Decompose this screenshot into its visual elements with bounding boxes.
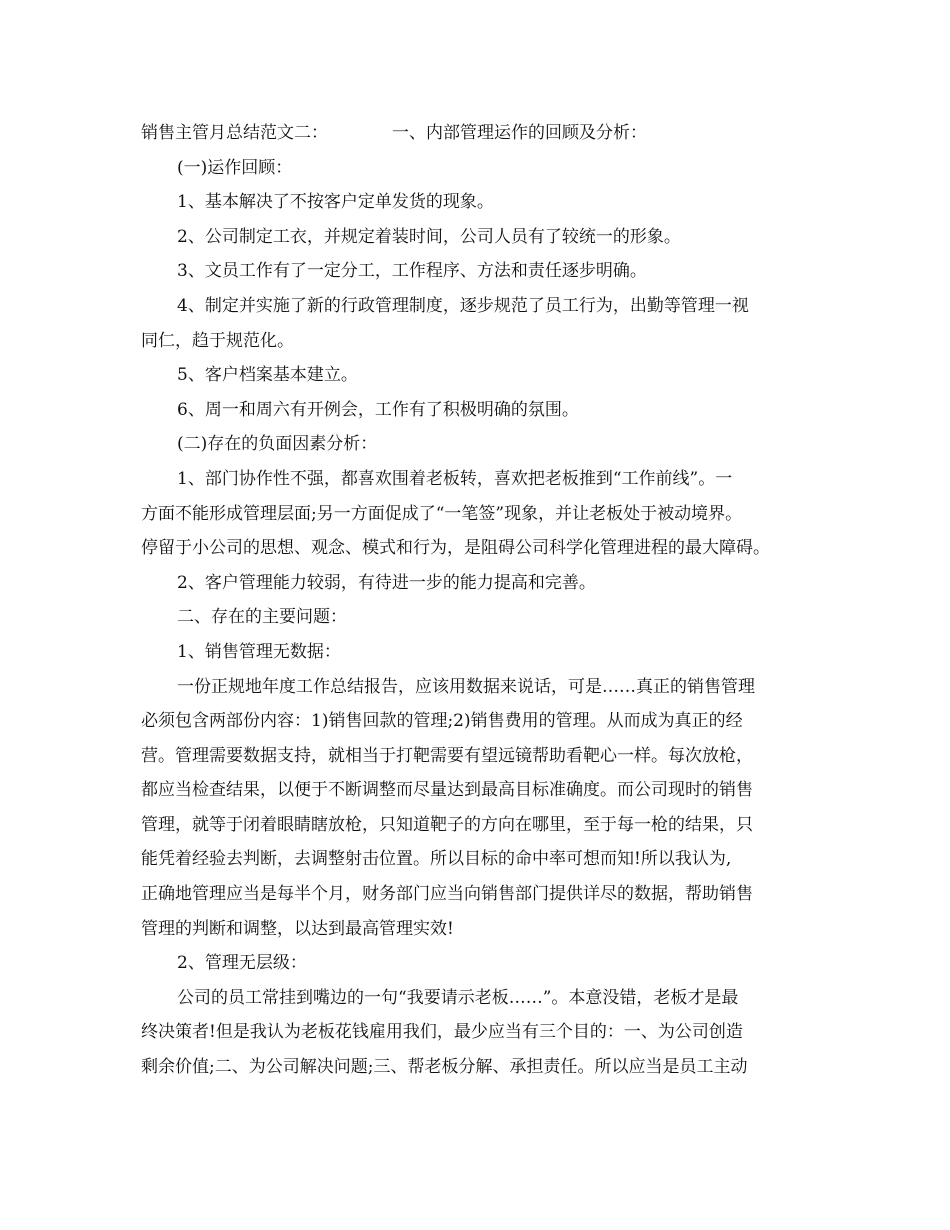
paragraph-line: 剩余价值;二、为公司解决问题;三、帮老板分解、承担责任。所以应当是员工主动 xyxy=(141,1057,748,1078)
paragraph-line: 公司的员工常挂到嘴边的一句“我要请示老板……”。本意没错，老板才是最 xyxy=(177,987,739,1008)
paragraph-line: 同仁，趋于规范化。 xyxy=(141,330,294,351)
section-heading-1: 一、内部管理运作的回顾及分析： xyxy=(392,123,647,143)
paragraph-line: 1、部门协作性不强，都喜欢围着老板转，喜欢把老板推到“工作前线”。一 xyxy=(177,468,733,489)
document-title: 销售主管月总结范文二： xyxy=(141,123,328,143)
paragraph-line: 必须包含两部份内容：1)销售回款的管理;2)销售费用的管理。从而成为真正的经 xyxy=(141,711,743,732)
paragraph-line: 能凭着经验去判断，去调整射击位置。所以目标的命中率可想而知!所以我认为, xyxy=(141,849,732,870)
subheading-no-hierarchy: 2、管理无层级： xyxy=(177,953,307,974)
paragraph-line: 2、客户管理能力较弱，有待进一步的能力提高和完善。 xyxy=(177,572,596,593)
paragraph-line: 2、公司制定工衣，并规定着装时间，公司人员有了较统一的形象。 xyxy=(177,226,681,247)
paragraph-line: 终决策者!但是我认为老板花钱雇用我们，最少应当有三个目的：一、为公司创造 xyxy=(141,1022,743,1043)
paragraph-line: 3、文员工作有了一定分工，工作程序、方法和责任逐步明确。 xyxy=(177,261,647,282)
paragraph-line: 1、基本解决了不按客户定单发货的现象。 xyxy=(177,192,494,213)
paragraph-line: 一份正规地年度工作总结报告，应该用数据来说话，可是……真正的销售管理 xyxy=(177,676,755,697)
subheading-negative-factors: (二)存在的负面因素分析： xyxy=(177,434,378,455)
paragraph-line: 都应当检查结果，以便于不断调整而尽量达到最高目标准确度。而公司现时的销售 xyxy=(141,780,753,801)
subheading-no-data: 1、销售管理无数据： xyxy=(177,641,341,662)
paragraph-line: 管理，就等于闭着眼睛瞎放枪，只知道靶子的方向在哪里，至于每一枪的结果，只 xyxy=(141,814,753,835)
paragraph-line: 5、客户档案基本建立。 xyxy=(177,365,358,386)
paragraph-line: 停留于小公司的思想、观念、模式和行为，是阻碍公司科学化管理进程的最大障碍。 xyxy=(141,538,770,559)
section-heading-2: 二、存在的主要问题： xyxy=(177,607,347,628)
paragraph-line: 6、周一和周六有开例会，工作有了积极明确的氛围。 xyxy=(177,399,579,420)
document-body xyxy=(141,116,821,1085)
paragraph-line: 管理的判断和调整，以达到最高管理实效! xyxy=(141,918,454,939)
paragraph-line: 营。管理需要数据支持，就相当于打靶需要有望远镜帮助看靶心一样。每次放枪， xyxy=(141,745,753,766)
subheading-operation-review: (一)运作回顾： xyxy=(177,157,293,178)
paragraph-line: 方面不能形成管理层面;另一方面促成了“一笔签”现象，并让老板处于被动境界。 xyxy=(141,503,743,524)
paragraph-line: 正确地管理应当是每半个月，财务部门应当向销售部门提供详尽的数据，帮助销售 xyxy=(141,884,753,905)
paragraph-line: 4、制定并实施了新的行政管理制度，逐步规范了员工行为，出勤等管理一视 xyxy=(177,295,749,316)
title-line xyxy=(141,116,821,151)
